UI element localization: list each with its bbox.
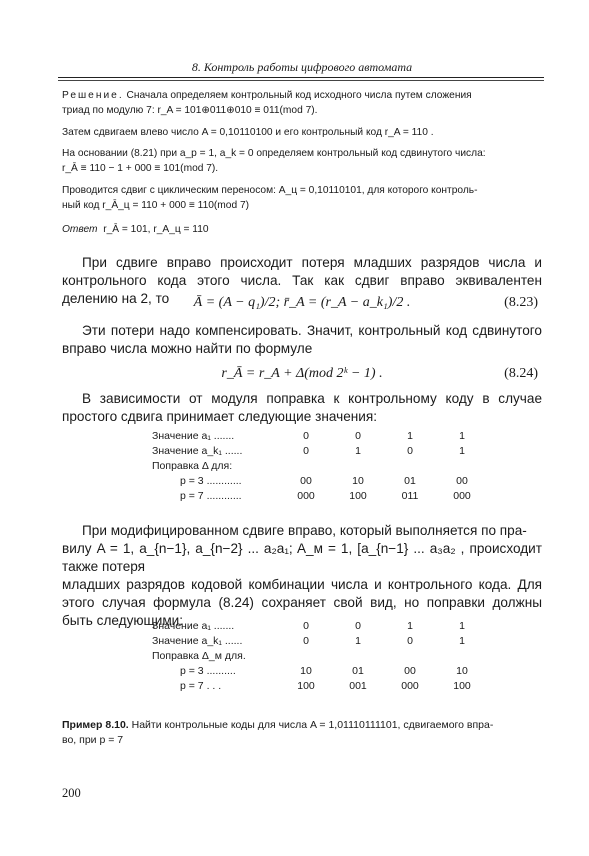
solution-paragraph-1 xyxy=(62,88,542,118)
modified-shift-line2: вилу A = 1, a_{n−1}, a_{n−2} ... a₂a₁; A_м = 1, [a_{n−1} ... a₃a₂ , происходит также потеря xyxy=(62,541,542,574)
table-cell: 001 xyxy=(349,679,367,692)
table-cell: 10 xyxy=(456,664,468,677)
correction-table-simple xyxy=(152,428,488,503)
answer-text: r_Ā = 101, r_A_ц = 110 xyxy=(103,224,209,235)
table-cell: 000 xyxy=(453,489,471,502)
table-row xyxy=(152,443,488,458)
table-cell: 10 xyxy=(352,474,364,487)
modified-shift-line1: При модифицированном сдвиге вправо, который выполняется по пра- xyxy=(82,523,527,538)
solution-p3-line1: На основании (8.21) при a_p = 1, a_k = 0 определяем контрольный код сдвинутого числа: xyxy=(62,148,486,159)
header-rule-thick xyxy=(58,77,544,78)
table-row-label: p = 7 . . . xyxy=(180,679,222,692)
solution-p3-line2: r_Ā ≡ 110 − 1 + 000 ≡ 101(mod 7). xyxy=(62,163,219,174)
header-rule-thin xyxy=(58,80,544,81)
example-text-line1: Найти контрольные коды для числа A = 1,01110111101, сдвигаемого впра- xyxy=(128,719,494,731)
solution-p4-line1: Проводится сдвиг с циклическим переносом: A_ц = 0,10110101, для которого контроль- xyxy=(62,185,478,196)
page-number: 200 xyxy=(62,786,81,800)
table-cell: 0 xyxy=(407,444,413,457)
table-row-label: p = 3 .......... xyxy=(180,664,236,677)
formula-8-23-expression: Ā = (A − q₁)/2; r̄_A = (r_A − a_k₁)/2 . xyxy=(193,295,411,310)
example-text-line2: во, при p = 7 xyxy=(62,734,124,746)
table-cell: 0 xyxy=(355,429,361,442)
table-cell: 01 xyxy=(352,664,364,677)
answer-label: Ответ xyxy=(62,224,98,235)
table-row-label: Поправка Δ для: xyxy=(152,459,233,472)
table-row-label: Значение a₁ ....... xyxy=(152,619,235,632)
table-row-label: p = 7 ............ xyxy=(180,489,242,502)
answer-line xyxy=(62,222,542,237)
example-8-10 xyxy=(62,718,542,748)
table-row xyxy=(152,618,488,633)
solution-p4-line2: ный код r_Ā_ц = 110 + 000 ≡ 110(mod 7) xyxy=(62,200,250,211)
table-row-label: Значение a_k₁ ...... xyxy=(152,444,243,457)
formula-8-24-number: (8.24) xyxy=(504,366,538,381)
table-cell: 0 xyxy=(303,619,309,632)
table-row-label: p = 3 ............ xyxy=(180,474,242,487)
table-row-label: Значение a_k₁ ...... xyxy=(152,634,243,647)
paragraph-correction-values: В зависимости от модуля поправка к контрольному коду в случае простого сдвига принимает следующие значения: xyxy=(62,391,542,424)
table-cell: 1 xyxy=(355,634,361,647)
table-cell: 000 xyxy=(297,489,315,502)
table-row xyxy=(152,648,488,663)
running-header: 8. Контроль работы цифрового автомата xyxy=(191,60,413,74)
table-cell: 00 xyxy=(456,474,468,487)
solution-text: Сначала определяем контрольный код исходного числа путем сложения xyxy=(123,90,472,101)
solution-paragraph-4 xyxy=(62,183,542,213)
table-row xyxy=(152,473,488,488)
table-cell: 01 xyxy=(404,474,416,487)
formula-8-24 xyxy=(62,366,542,386)
table-cell: 1 xyxy=(459,444,465,457)
table-cell: 1 xyxy=(459,619,465,632)
table-cell: 0 xyxy=(407,634,413,647)
table-cell: 1 xyxy=(407,429,413,442)
table-cell: 10 xyxy=(300,664,312,677)
table-cell: 1 xyxy=(459,429,465,442)
table-row xyxy=(152,678,488,693)
solution-label: Решение. xyxy=(62,90,124,101)
table-cell: 100 xyxy=(349,489,367,502)
table-row xyxy=(152,428,488,443)
table-row xyxy=(152,488,488,503)
paragraph-modified-shift xyxy=(62,522,542,630)
correction-table-modified xyxy=(152,618,488,693)
solution-paragraph-3 xyxy=(62,146,542,176)
table-cell: 00 xyxy=(300,474,312,487)
table-row-label: Значение a₁ ....... xyxy=(152,429,235,442)
table-cell: 011 xyxy=(401,489,419,502)
table-cell: 0 xyxy=(355,619,361,632)
table-cell: 1 xyxy=(459,634,465,647)
table-cell: 000 xyxy=(401,679,419,692)
solution-paragraph-2: Затем сдвигаем влево число A = 0,10110100 и его контрольный код r_A = 110 . xyxy=(62,127,434,138)
formula-8-23-number: (8.23) xyxy=(504,295,538,310)
paragraph-shift-right: При сдвиге вправо происходит потеря младших разрядов числа и контрольного кода этого числа. Так как сдвиг вправо эквивалентен делению на 2, то xyxy=(62,255,542,306)
table-cell: 00 xyxy=(404,664,416,677)
table-cell: 1 xyxy=(407,619,413,632)
formula-8-23 xyxy=(62,295,542,315)
table-row xyxy=(152,458,488,473)
solution-line-2: триад по модулю 7: r_A = 101⊕011⊕010 ≡ 011(mod 7). xyxy=(62,105,318,116)
table-cell: 0 xyxy=(303,634,309,647)
table-cell: 0 xyxy=(303,429,309,442)
table-cell: 100 xyxy=(297,679,315,692)
table-cell: 0 xyxy=(303,444,309,457)
table-cell: 100 xyxy=(453,679,471,692)
table-cell: 1 xyxy=(355,444,361,457)
table-row xyxy=(152,633,488,648)
example-label: Пример 8.10. xyxy=(62,719,129,731)
modified-shift-rest: младших разрядов кодовой комбинации числа и контрольного кода. Для этого случая формула (8.24) сохраняет свой вид, но поправки должны быть следующими: xyxy=(62,577,542,628)
formula-8-24-expression: r_Ā = r_A + Δ(mod 2ᵏ − 1) . xyxy=(221,366,383,381)
table-row xyxy=(152,663,488,678)
table-row-label: Поправка Δ_м для. xyxy=(152,649,246,662)
paragraph-compensate: Эти потери надо компенсировать. Значит, контрольный код сдвинутого вправо числа можно найти по формуле xyxy=(62,323,542,356)
